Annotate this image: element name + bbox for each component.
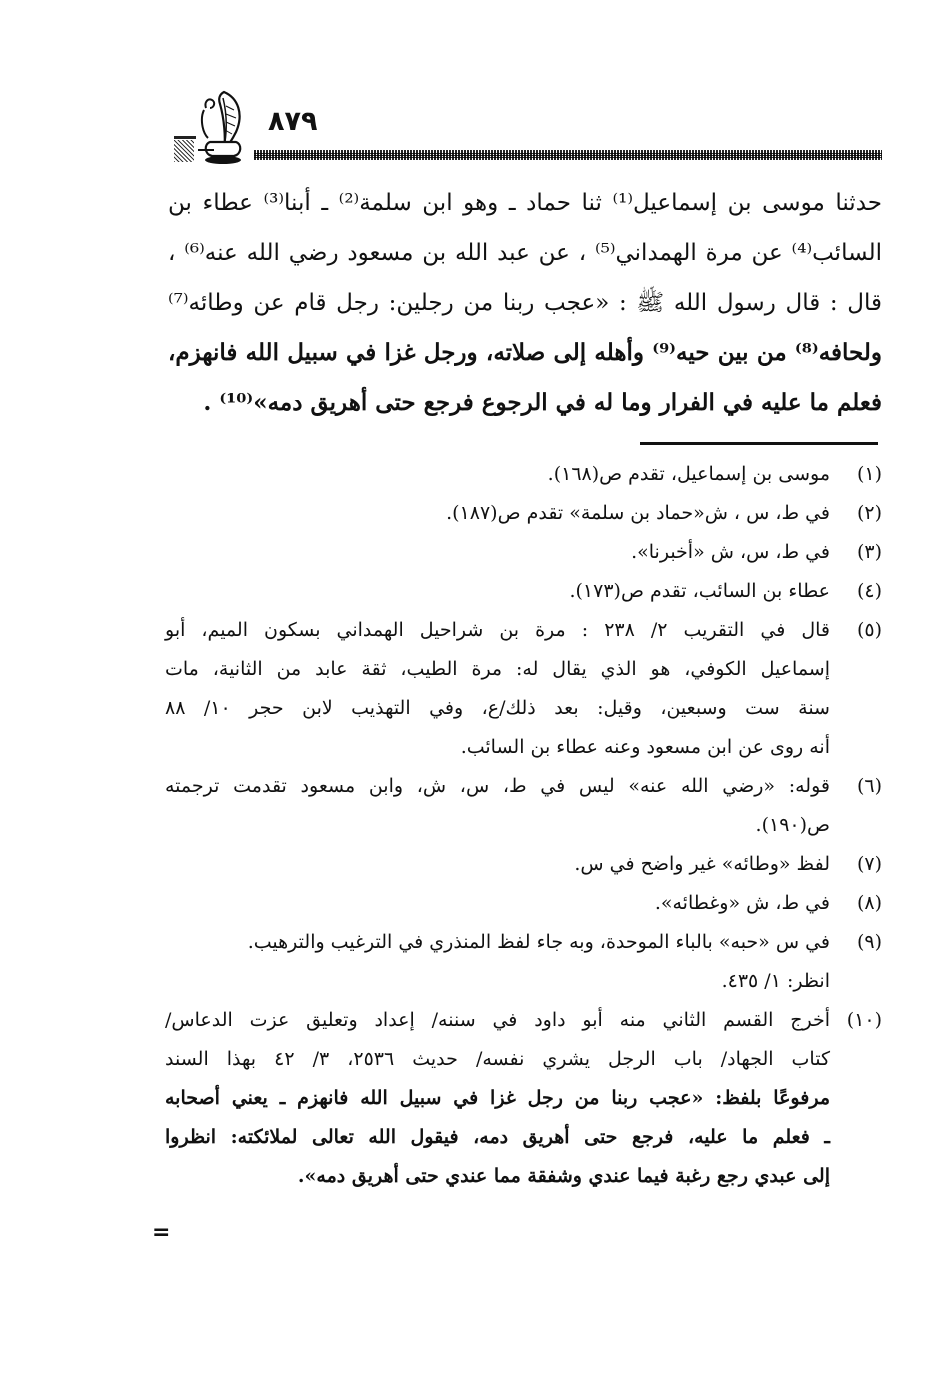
quill-inkwell-icon: [194, 88, 256, 166]
page-number: ٨٧٩: [268, 106, 318, 137]
footnote-text: في س «حبه» بالباء الموحدة، وبه جاء لفظ المنذري في الترغيب والترهيب.: [247, 931, 830, 953]
footnote-2: [165, 494, 882, 533]
continuation-mark: =: [152, 1220, 171, 1245]
footnote-text: ـ فعلم ما عليه، فرجع حتى أهريق دمه، فيقول الله تعالى لملائكته: انظروا: [165, 1126, 830, 1148]
footnote-9: [165, 923, 882, 1001]
footnote-number: (٩): [856, 931, 882, 953]
footnote-number: (٧): [856, 853, 882, 875]
hadith-line-5: فعلم ما عليه في الفرار وما له في الرجوع فرجع حتى أهريق دمه»⁽¹⁰⁾ .: [203, 389, 882, 416]
footnote-text: قوله: «رضي الله عنه» ليس في ط، س، ش، وابن مسعود تقدمت ترجمته: [165, 775, 830, 797]
footnote-3: [165, 533, 882, 572]
footnote-5: [165, 611, 882, 767]
footnote-number: (٣): [856, 541, 882, 563]
footnote-text: في ط، س، ش «أخبرنا».: [631, 541, 830, 563]
hadith-line-3: قال : قال رسول الله ﷺ : «عجب ربنا من رجلين: رجل قام عن وطائه⁽⁷⁾: [168, 290, 882, 316]
footnote-text: أنه روى عن ابن مسعود وعنه عطاء بن السائب.: [460, 736, 830, 758]
footnote-separator: [640, 442, 878, 445]
header-rule: [254, 150, 882, 160]
footnote-10: [165, 1001, 882, 1196]
footnote-number: (١٠): [846, 1009, 882, 1031]
footnote-text: انظر: ١/ ٤٣٥.: [721, 970, 830, 992]
header-rule-hatch: [174, 140, 194, 162]
footnotes: [165, 455, 882, 1196]
footnote-text: إلى عبدي رجع رغبة فيما عندي وشفقة مما عندي حتى أهريق دمه».: [297, 1165, 830, 1187]
footnote-text: كتاب الجهاد/ باب الرجل يشري نفسه/ حديث ٢٥٣٦، ٣/ ٤٢ بهذا السند: [165, 1048, 830, 1070]
hadith-line-2: السائب⁽⁴⁾ عن مرة الهمداني⁽⁵⁾ ، عن عبد الله بن مسعود رضي الله عنه⁽⁶⁾ ،: [168, 240, 882, 266]
footnote-number: (٤): [856, 580, 882, 602]
page-header: [168, 88, 882, 168]
footnote-1: [165, 455, 882, 494]
footnote-text: عطاء بن السائب، تقدم ص(١٧٣).: [569, 580, 830, 602]
footnote-text: مرفوعًا بلفظ: «عجب ربنا من رجل غزا في سبيل الله فانهزم ـ يعني أصحابه: [165, 1087, 830, 1109]
footnote-text: قال في التقريب ٢/ ٢٣٨ : مرة بن شراحيل الهمداني بسكون الميم، أبو: [165, 619, 830, 641]
footnote-4: [165, 572, 882, 611]
footnote-7: [165, 845, 882, 884]
footnote-text: إسماعيل الكوفي، هو الذي يقال له: مرة الطيب، ثقة عابد من الثانية، مات: [165, 658, 830, 680]
hadith-text: [168, 178, 882, 428]
footnote-number: (١): [856, 463, 882, 485]
footnote-text: موسى بن إسماعيل، تقدم ص(١٦٨).: [547, 463, 830, 485]
hadith-line-1: حدثنا موسى بن إسماعيل⁽¹⁾ ثنا حماد ـ وهو ابن سلمة⁽²⁾ ـ أبنا⁽³⁾ عطاء بن: [168, 190, 882, 216]
header-rule-left: [174, 136, 196, 139]
footnote-number: (٢): [856, 502, 882, 524]
footnote-text: في ط، ش «وغطائه».: [654, 892, 830, 914]
footnote-text: ص(١٩٠).: [755, 814, 830, 836]
footnote-number: (٨): [856, 892, 882, 914]
footnote-number: (٥): [856, 619, 882, 641]
footnote-text: أخرج القسم الثاني منه أبو داود في سننه/ إعداد وتعليق عزت الدعاس/: [165, 1009, 830, 1031]
footnote-8: [165, 884, 882, 923]
footnote-text: في ط، س ، ش«حماد بن سلمة» تقدم ص(١٨٧).: [446, 502, 830, 524]
footnote-number: (٦): [856, 775, 882, 797]
footnote-text: لفظ «وطائه» غير واضح في س.: [574, 853, 830, 875]
hadith-line-4: ولحافه⁽⁸⁾ من بين حيه⁽⁹⁾ وأهله إلى صلاته، ورجل غزا في سبيل الله فانهزم،: [168, 339, 882, 366]
footnote-6: [165, 767, 882, 845]
footnote-text: سنة ست وسبعين، وقيل: بعد ذلك/ع، وفي التهذيب لابن حجر ١٠/ ٨٨: [165, 697, 830, 719]
